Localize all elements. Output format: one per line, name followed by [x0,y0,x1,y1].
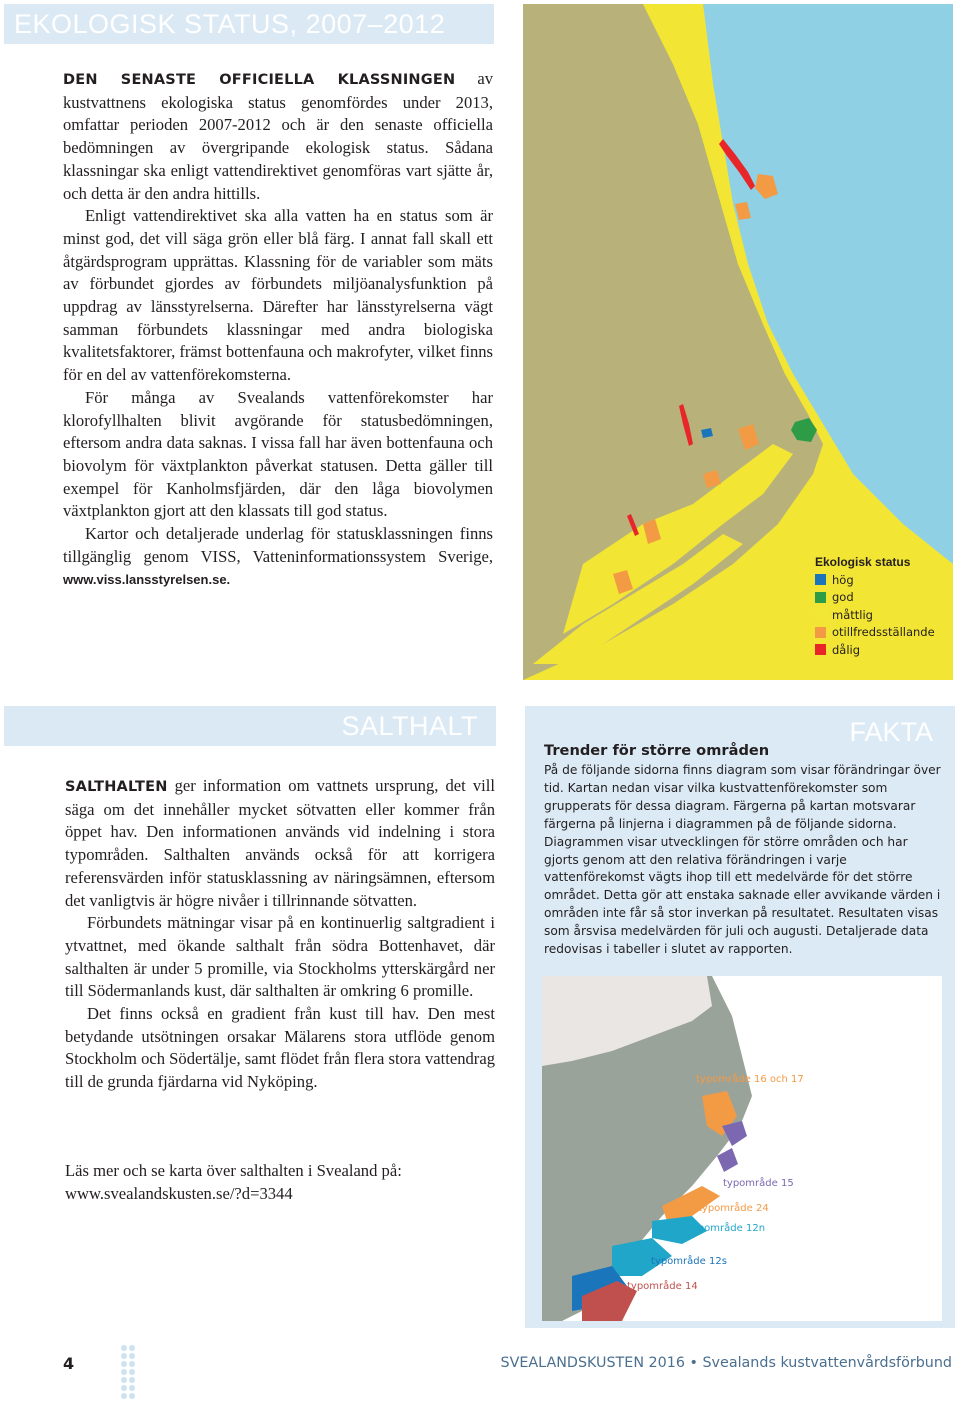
paragraph: Förbundets mätningar visar på en kontinuerlig saltgradient i ytvattnet, med ökande salthalt från södra Bottenhavet, där salthalten är under 5 promille, via Stockholms ytterskärgård ner till Södermanlands kust, där salthalten är omkring 6 promille. [65,913,495,1001]
paragraph [63,523,493,592]
read-more-link[interactable]: www.svealandskusten.se/?d=3344 [65,1183,293,1203]
footer-brand [501,1355,953,1371]
legend-swatch [815,609,826,620]
legend-label: otillfredsställande [832,625,935,640]
fakta-text: På de följande sidorna finns diagram som visar förändringar över tid. Kartan nedan visar vilka kustvattenförekomster som grupperats för dessa diagram. Färgerna på kartan motsvarar färgerna på linjerna i diagrammen på de följande sidorna. Diagrammen visar utvecklingen för större områden och har gjorts genom att den relativa förändringen i varje vattenförekomst vägts ihop till ett medelvärde för det större området. Detta gör att enstaka saknade eller avvikande värden i områden inte får så stor inverkan på resultatet. Resultaten visas som årsvisa medelvärden för juli och augusti. Detaljerade data redovisas i tabeller i slutet av rapporten. [544,763,941,957]
read-more [65,1160,495,1205]
lead-in: SALTHALTEN [65,779,168,795]
map-label-typomrade-15: typområde 15 [723,1178,794,1189]
legend-item [815,624,935,642]
legend-label: god [832,590,854,605]
publication-name: SVEALANDSKUSTEN 2016 [500,1355,685,1371]
legend-title: Ekologisk status [815,555,911,569]
legend-swatch [815,574,826,585]
fakta-heading: Trender för större områden [544,742,770,759]
legend-item [815,641,935,659]
organization-name: Svealands kustvattenvårdsförbund [702,1355,952,1371]
legend-item [815,571,935,589]
paragraph: För många av Svealands vattenförekomster har klorofyllhalten blivit avgörande för statusbedömningen, eftersom andra data saknas. I vissa fall har även bottenfauna och biovolym för växtplankton påverkat statusen. Detta gäller till exempel för Kanholmsfjärden, där den låga biovolymen växtplankton gjort att den klassats till god status. [63,387,493,521]
legend-label: måttlig [832,607,873,622]
viss-link[interactable]: www.viss.lansstyrelsen.se. [63,572,231,588]
map-label-typomrade-14: typområde 14 [627,1281,698,1292]
legend-label: dålig [832,642,861,657]
decorative-dots [120,1344,138,1404]
map-label-typomrade-12s: typområde 12s [651,1256,727,1267]
paragraph [63,68,493,205]
salthalt-body [65,775,495,1094]
paragraph: Det finns också en gradient från kust till hav. Den mest betydande utsötningen orsakar Mälarens stora utflöde genom Stockholm och Södertälje, samt flödet från flera stora vattendrag till de grunda fjärdarna vid Nyköping. [65,1004,495,1092]
legend-swatch [815,627,826,638]
paragraph-text: av kustvattnens ekologiska status genomfördes under 2013, omfattar perioden 2007-2012 och är den senaste officiella bedömningen av övergripande ekologisk status. Sådana klassningar ska enligt vattendirektivet genomföras vart sjätte år, och detta är den andra hittills. [63,69,493,203]
paragraph-text: Kartor och detaljerade underlag för statusklassningen finns tillgänglig genom VISS, Vatteninformationssystem Sverige, [63,524,493,566]
map-label-typomrade-24: typområde 24 [698,1203,769,1214]
ekologisk-status-body [63,68,493,592]
legend-swatch [815,644,826,655]
map-label-typomrade-16-17: typområde 16 och 17 [696,1074,804,1085]
map-label-typomrade-12n: typområde 12n [688,1223,766,1234]
lead-in: DEN SENASTE OFFICIELLA KLASSNINGEN [63,72,456,88]
paragraph [65,775,495,912]
map-legend [815,555,935,659]
section-banner-ekologisk-status: EKOLOGISK STATUS, 2007–2012 [4,4,494,44]
legend-label: hög [832,572,854,587]
legend-item [815,589,935,607]
read-more-text: Läs mer och se karta över salthalten i Svealand på: [65,1161,402,1180]
section-banner-salthalt: SALTHALT [4,706,496,746]
page-number: 4 [63,1354,75,1373]
paragraph: Enligt vattendirektivet ska alla vatten ha en status som är minst god, det vill säga grön eller blå färg. I annat fall skall ett åtgärdsprogram upprättas. Klassning för de variabler som mäts av förbundet gjordes av förbundets miljöanalysfunktion på uppdrag av länsstyrelserna. Därefter har länsstyrelserna vägt samman förbundets klassningar med andra biologiska kvalitetsfaktorer, främst bottenfauna och makrofyter, vilket finns för en del av vattenförekomsterna. [63,206,493,385]
bullet-separator: • [689,1355,698,1371]
fakta-banner: FAKTA [849,717,933,747]
legend-swatch [815,592,826,603]
fakta-box [525,706,955,1328]
paragraph-text: ger information om vattnets ursprung, det vill säga om det innehåller mycket sötvatten eller kommer från öppet hav. Den informationen används vid indelning i stora typområden. Salthalten används också för att korrigera referensvärden inför statusklassning av näringsämnen, eftersom det vanligtvis är högre nivåer i tillrinnande sötvatten. [65,776,495,910]
type-area-map [542,976,942,1321]
legend-item [815,606,935,624]
